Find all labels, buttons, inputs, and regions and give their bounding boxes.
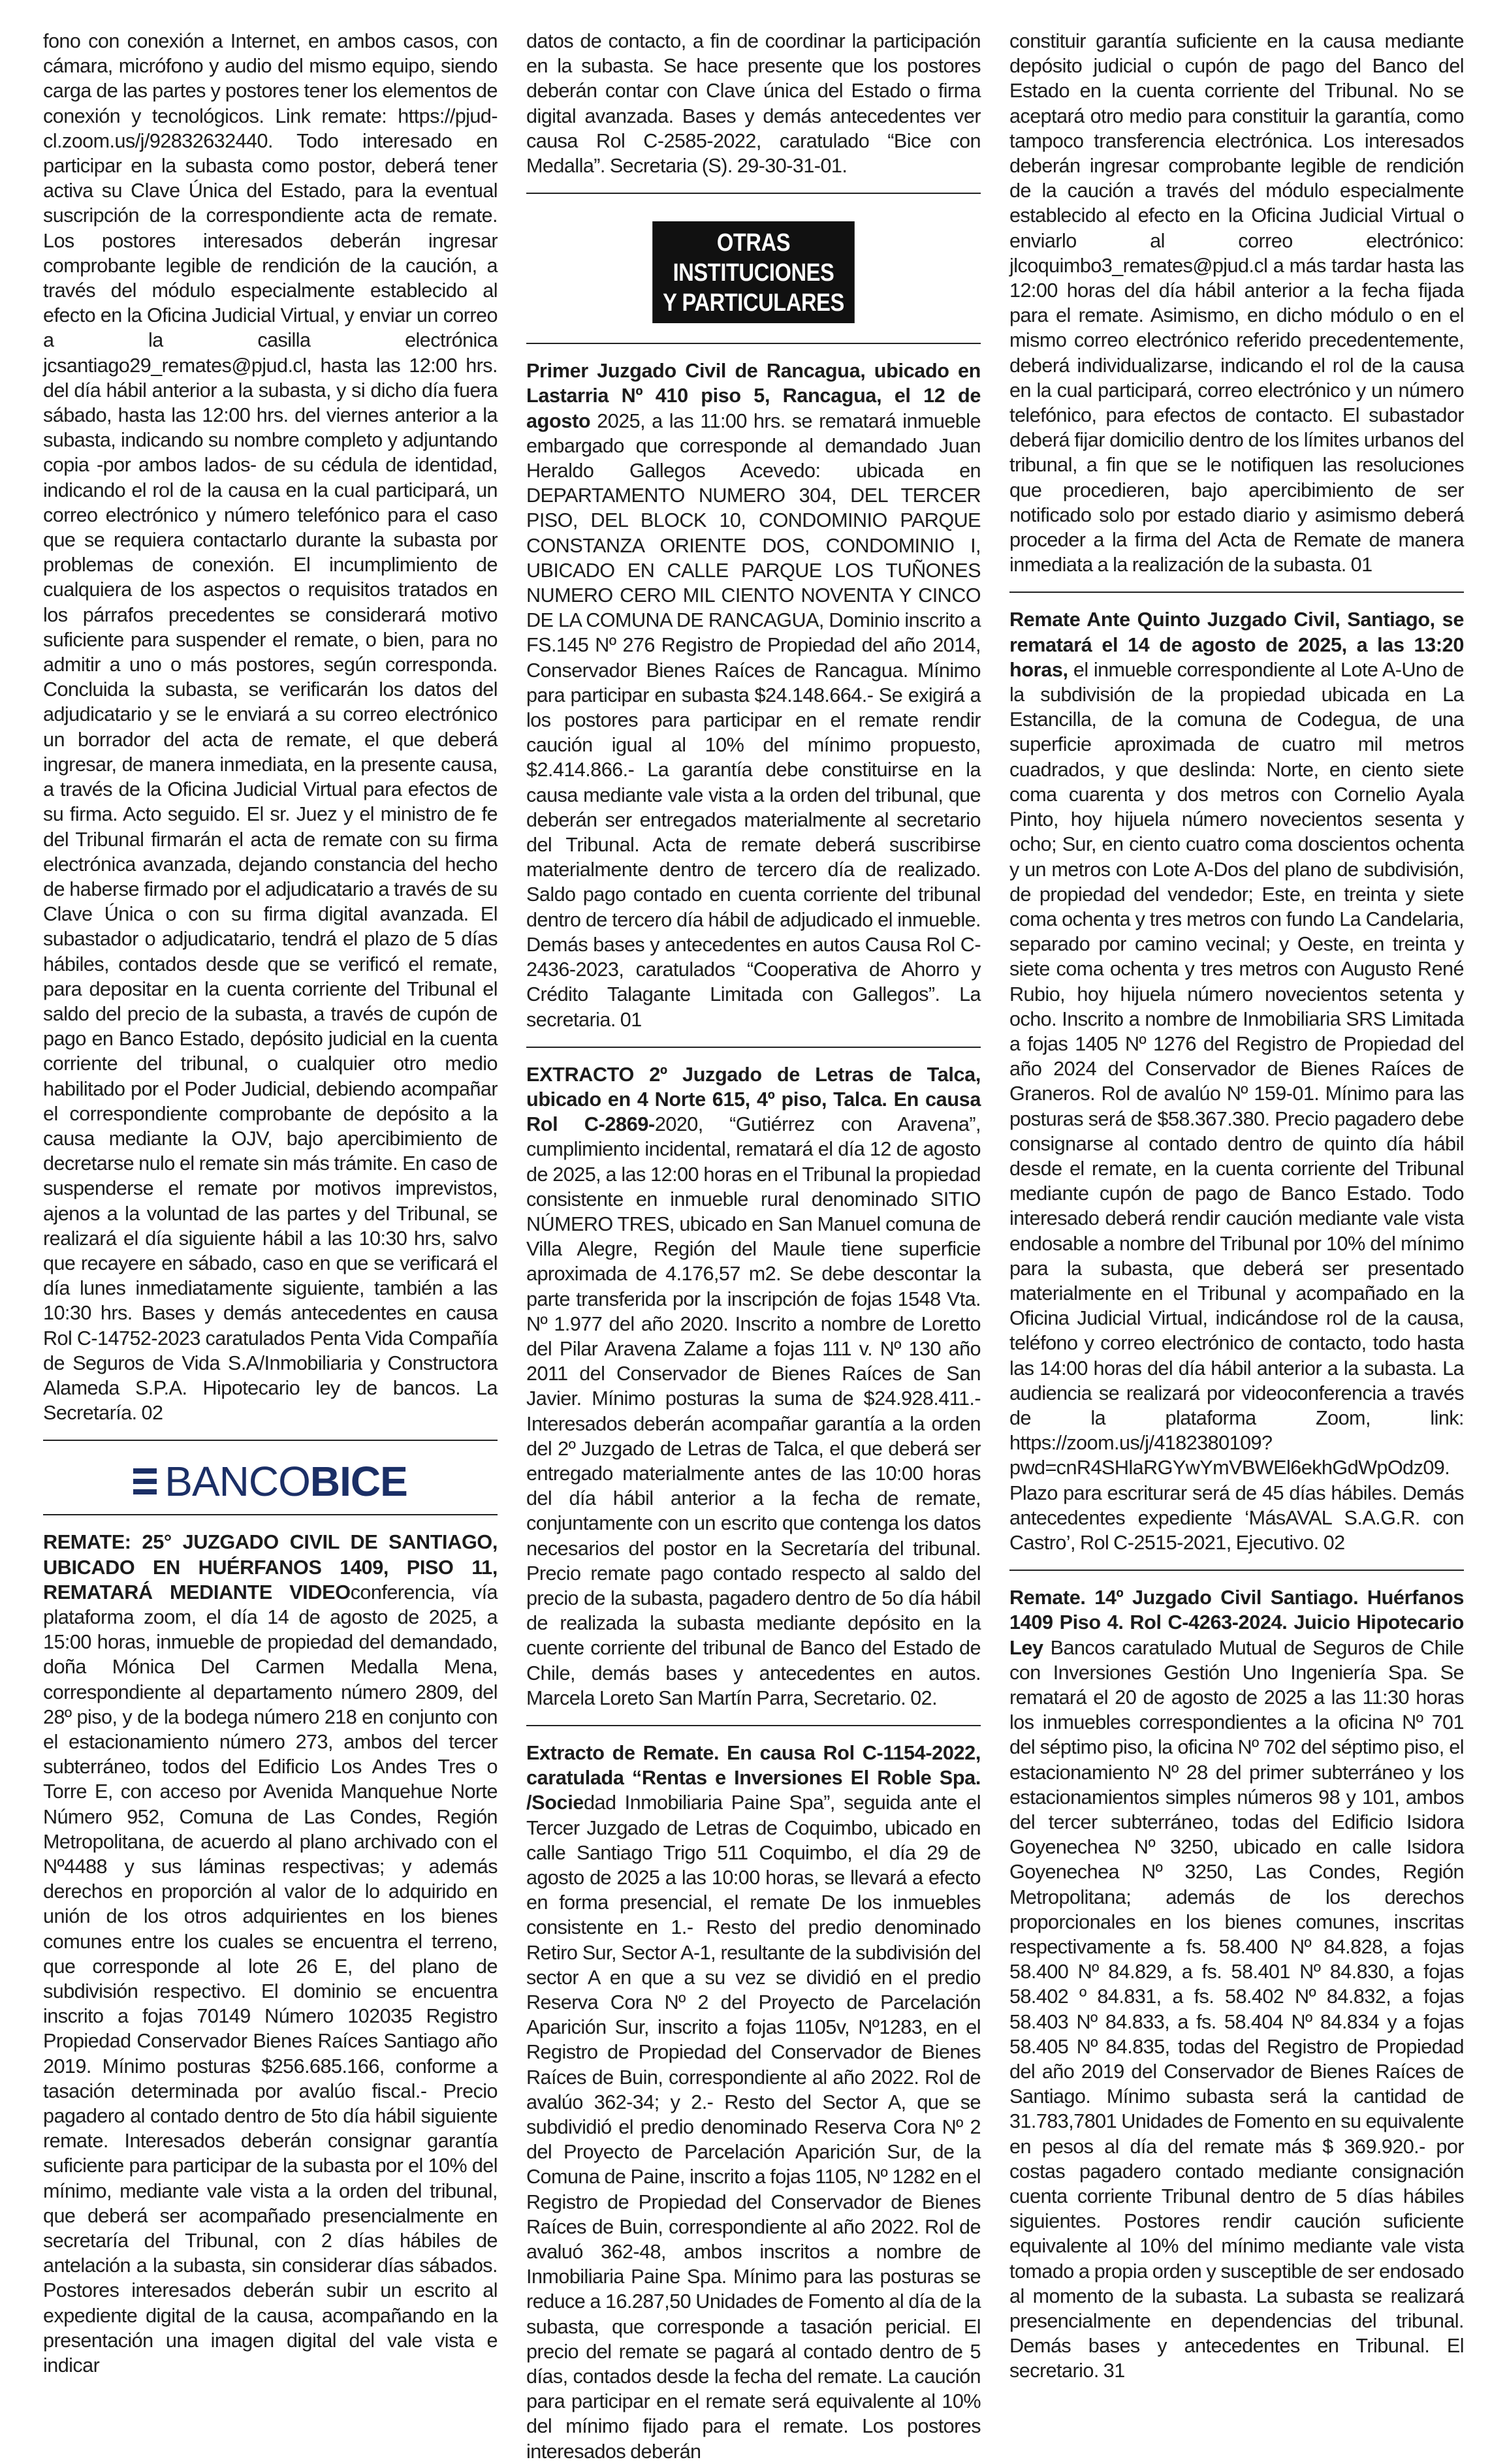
section-title-line1: OTRAS INSTITUCIONES: [673, 229, 834, 287]
column-right: [1009, 29, 1464, 2382]
auction-notice: [526, 358, 981, 1032]
divider: [43, 1514, 498, 1515]
section-banner: [652, 221, 855, 323]
notice-body: 2025, a las 11:00 hrs. se rematará inmueble embargado que corresponde al demandado Juan Heraldo Gallegos Acevedo: ubicada en DEPARTAMENTO NUMERO 304, DEL TERCER PISO, DEL BLOCK 10, CONDOMINIO PARQUE CONSTANZA ORIENTE DOS, CONDOMINIO I, UBICADO EN CALLE PARQUE LOS TUÑONES NUMERO CERO MIL CIENTO NOVENTA Y CINCO DE LA COMUNA DE RANCAGUA, Dominio inscrito a FS.145 Nº 276 Registro de Propiedad del año 2014, Conservador Bienes Raíces de Rancagua. Mínimo para participar en subasta $24.148.664.- Se exigirá a los postores para participar en el remate rendir caución igual al 10% del mínimo propuesto, $2.414.866.- La garantía debe constituirse en la causa mediante vale vista a la orden del tribunal, que deberán ser entregados materialmente al secretario del Tribunal. Acta de remate deberá suscribirse materialmente dentro de tercero día de realizado. Saldo pago contado en cuenta corriente del tribunal dentro de tercero día hábil de adjudicado el inmueble. Demás bases y antecedentes en autos Causa Rol C-2436-2023, caratulados “Cooperativa de Ahorro y Crédito Talagante Limitada con Gallegos”. La secretaria. 01: [526, 409, 981, 1031]
auction-notice: [43, 1530, 498, 2378]
advertiser-logo: [43, 1458, 498, 1506]
divider: [1009, 592, 1464, 593]
notice-heading: Primer Juzgado Civil de Rancagua, ubicado en Lastarria Nº 410 piso 5, Rancagua, el 12 de agosto: [526, 360, 981, 432]
notice-heading: Remate Ante Quinto Juzgado Civil, Santiago, se rematará el 14 de agosto de 2025, a las 13:20 horas,: [1009, 608, 1464, 681]
notice-body: Bancos caratulado Mutual de Seguros de Chile con Inversiones Gestión Uno Ingeniería Spa. Se rematará el 20 de agosto de 2025 a las 11:30 horas los inmuebles correspondientes a la oficina Nº 701 del séptimo piso, la oficina Nº 702 del séptimo piso, el estacionamiento Nº 28 del primer subterráneo y los estacionamientos simples números 98 y 101, ambos del tercer subterráneo, todas del Edificio Isidora Goyenechea Nº 3250, ubicado en calle Isidora Goyenechea Nº 3250, Las Condes, Región Metropolitana; además de los derechos proporcionales en los bienes comunes, inscritas respectivamente a fs. 58.400 Nº 84.828, a fojas 58.400 Nº 84.829, a fs. 58.401 Nº 84.830, a fojas 58.402 º 84.831, a fs. 58.402 Nº 84.832, a fojas 58.403 Nº 84.833, a fs. 58.404 Nº 84.834 y a fojas 58.405 Nº 84.835, todas del Registro de Propiedad del año 2019 del Conservador de Bienes Raíces de Santiago. Mínimo subasta será la cantidad de 31.783,7801 Unidades de Fomento en su equivalente en pesos al día del remate más $ 369.920.- por costas pagadero contado mediante consignación cuenta corriente Tribunal dentro de 5 días hábiles siguientes. Postores rendir caución suficiente equivalente al 10% del mínimo mediante vale vista tomado a propia orden y susceptible de ser endosado al momento de la subasta. La subasta se realizará presencialmente en dependencias del tribunal. Demás bases y antecedentes en Tribunal. El secretario. 31: [1009, 1636, 1464, 2382]
notice-body: constituir garantía suficiente en la causa mediante depósito judicial o cupón de pago del Banco del Estado en la cuenta corriente del Tribunal. No se aceptará otro medio para constituir la garantía, como tampoco transferencia electrónica. Los interesados deberán ingresar comprobante legible de rendición de la caución a través del módulo especialmente establecido al efecto en la Oficina Judicial Virtual o enviarlo al correo electrónico: jlcoquimbo3_remates@pjud.cl a más tardar hasta las 12:00 horas del día hábil anterior a la fecha fijada para el remate. Asimismo, en dicho módulo o en el mismo correo electrónico referido precedentemente, deberá individualizarse, indicando el rol de la causa en la cual participará, correo electrónico y un número telefónico, para efectos de contacto. El subastador deberá fijar domicilio dentro de los límites urbanos del tribunal, a fin que se le notifiquen las resoluciones que procedieren, bajo apercibimiento de ser notificado solo por estado diario y asimismo deberá proceder a la firma del Acta de Remate de manera inmediata a la realización de la subasta. 01: [1009, 30, 1464, 577]
logo-bars-icon: [133, 1468, 157, 1494]
divider: [526, 193, 981, 194]
auction-notice-continuation: [526, 29, 981, 178]
auction-notice: [1009, 1585, 1464, 2384]
divider: [526, 1725, 981, 1726]
auction-notice: [1009, 607, 1464, 1555]
notice-heading: Remate. 14º Juzgado Civil Santiago. Huérfanos 1409 Piso 4. Rol C-4263-2024. Juicio Hipotecario Ley: [1009, 1587, 1464, 1659]
section-title-line2: Y PARTICULARES: [663, 289, 844, 317]
logo-wordmark: BANCOBICE: [165, 1458, 407, 1506]
divider: [43, 1440, 498, 1441]
divider: [1009, 1570, 1464, 1571]
column-middle: [526, 29, 981, 2463]
notice-body: dad Inmobiliaria Paine Spa”, seguida ante el Tercer Juzgado de Letras de Coquimbo, ubicado en calle Santiago Trigo 511 Coquimbo, el día 29 de agosto de 2025 a las 10:00 horas, se llevará a efecto en forma presencial, el remate De los inmuebles consistente en 1.- Resto del predio denominado Retiro Sur, Sector A-1, resultante de la subdivisión del sector A en que a su vez se dividió en el predio Reserva Cora Nº 2 del Proyecto de Parcelación Aparición Sur, inscrito a fojas 1105v, Nº1283, en el Registro de Propiedad del Conservador de Bienes Raíces de Buin, correspondiente al año 2022. Rol de avalúo 362-34; y 2.- Resto del Sector A, que se subdividió el predio denominado Reserva Cora Nº 2 del Proyecto de Parcelación Aparición Sur, de la Comuna de Paine, inscrito a fojas 1105, Nº 1282 en el Registro de Propiedad del Conservador de Bienes Raíces de Buin, correspondiente al año 2022. Rol de avaluó 362-48, ambos inscritos a nombre de Inmobiliaria Paine Spa. Mínimo para las posturas se reduce a 16.287,50 Unidades de Fomento al día de la subasta, que corresponde a tasación pericial. El precio del remate se pagará al contado dentro de 5 días, contados desde la fecha del remate. La caución para participar en el remate será equivalente al 10% del mínimo fijado para el remate. Los postores interesados deberán: [526, 1792, 981, 2463]
notice-body: el inmueble correspondiente al Lote A-Uno de la subdivisión de la propiedad ubicada en La Estancilla, de la comuna de Codegua, de una superficie aproximada de cuatro mil metros cuadrados, y que deslinda: Norte, en ciento siete coma cuarenta y dos metros con Cornelio Ayala Pinto, hoy hijuela número novecientos sesenta y ocho; Sur, en ciento cuatro coma doscientos ochenta y un metros con Lote A-Dos del plano de subdivisión, de propiedad del vendedor; Este, en treinta y siete coma ochenta y tres metros con fundo La Candelaria, separado por camino vecinal; y Oeste, en treinta y siete coma ochenta y tres metros con Augusto René Rubio, hoy hijuela número novecientos setenta y ocho. Inscrito a nombre de Inmobiliaria SRS Limitada a fojas 1405 Nº 1276 del Registro de Propiedad del año 2024 del Conservador de Bienes Raíces de Graneros. Rol de avalúo Nº 159-01. Mínimo para las posturas será de $58.367.380. Precio pagadero debe consignarse al contado dentro de quinto día hábil desde el remate, en la cuenta corriente del Tribunal mediante cupón de pago de Banco Estado. Todo interesado deberá rendir caución mediante vale vista endosable a nombre del Tribunal por 10% del mínimo para la subasta, que deberá ser presentado materialmente en el Tribunal y acompañado en la Oficina Judicial Virtual, indicándose rol de la causa, teléfono y correo electrónico de contacto, todo hasta las 14:00 horas del día hábil anterior a la subasta. La audiencia se realizará por videoconferencia a través de la plataforma Zoom, link: https://zoom.us/j/4182380109?pwd=cnR4SHlaRGYwYmVBWEl6ekhGdWpOdz09. Plazo para escriturar será de 45 días hábiles. Demás antecedentes expediente ‘MásAVAL S.A.G.R. con Castro’, Rol C-2515-2021, Ejecutivo. 02: [1009, 658, 1464, 1554]
notice-heading: REMATE: 25° JUZGADO CIVIL DE SANTIAGO, UBICADO EN HUÉRFANOS 1409, PISO 11, REMATARÁ MEDIANTE VIDEO: [43, 1531, 498, 1603]
section-header: [526, 221, 981, 323]
auction-notice: [526, 1741, 981, 2464]
divider: [526, 343, 981, 344]
notice-body: fono con conexión a Internet, en ambos casos, con cámara, micrófono y audio del mismo equipo, siendo carga de las partes y postores tener los elementos de conexión y tecnológicos. Link remate: https://pjud-cl.zoom.us/j/92832632440. Todo interesado en participar en la subasta como postor, deberá tener activa su Clave Única del Estado, para la eventual suscripción de la correspondiente acta de remate. Los postores interesados deberán ingresar comprobante legible de rendición de la caución, a través del módulo especialmente establecido al efecto en la Oficina Judicial Virtual, y enviar un correo a la casilla electrónica jcsantiago29_remates@pjud.cl, hasta las 12:00 hrs. del día hábil anterior a la subasta, y si dicho día fuera sábado, hasta las 12:00 hrs. del viernes anterior a la subasta, indicando su nombre completo y adjuntando copia -por ambos lados- de su cédula de identidad, indicando el rol de la causa en la cual participará, un correo electrónico y número telefónico para el caso que se requiera contactarlo durante la subasta por problemas de conexión. El incumplimiento de cualquiera de los aspectos o requisitos tratados en los párrafos precedentes se considerará motivo suficiente para suspender el remate, o bien, para no admitir a uno o más postores, según corresponda. Concluida la subasta, se verificarán los datos del adjudicatario y se le enviará a su correo electrónico un borrador del acta de remate, el que deberá ingresar, de manera inmediata, en la presente causa, a través de la Oficina Judicial Virtual para efectos de su firma. Acto seguido. El sr. Juez y el ministro de fe del Tribunal firmarán el acta de remate con su firma electrónica avanzada, dejando constancia del hecho de haberse firmado por el adjudicatario a través de su Clave Única o con su firma digital avanzada. El subastador o adjudicatario, tendrá el plazo de 5 días hábiles, contados desde que se verificó el remate, para depositar en la cuenta corriente del Tribunal el saldo del precio de la subasta, a través de cupón de pago en Banco Estado, depósito judicial en la cuenta corriente del tribunal, o cualquier otro medio habilitado por el Poder Judicial, debiendo acompañar el correspondiente comprobante de depósito a la causa mediante la OJV, bajo apercibimiento de decretarse nulo el remate sin más trámite. En caso de suspenderse el remate por motivos imprevistos, ajenos a la voluntad de las partes y del Tribunal, se realizará el día siguiente hábil a las 10:30 hrs, salvo que recayere en sábado, caso en que se verificará el día lunes inmediatamente siguiente, también a las 10:30 hrs. Bases y demás antecedentes en causa Rol C-14752-2023 caratulados Penta Vida Compañía de Seguros de Vida S.A/Inmobiliaria y Constructora Alameda S.P.A. Hipotecario ley de bancos. La Secretaría. 02: [43, 30, 498, 1425]
auction-notice-continuation: [43, 29, 498, 1425]
notice-heading: EXTRACTO 2º Juzgado de Letras de Talca, ubicado en 4 Norte 615, 4º piso, Talca. En causa Rol C-2869-: [526, 1063, 981, 1136]
notice-body: conferencia, vía plataforma zoom, el día 14 de agosto de 2025, a 15:00 horas, inmueble de propiedad del demandado, doña Mónica Del Carmen Medalla Mena, correspondiente al departamento número 2809, del 28º piso, y de la bodega número 218 en conjunto con el estacionamiento número 273, ambos del tercer subterráneo, todos del Edificio Los Andes Tres o Torre E, con acceso por Avenida Manquehue Norte Número 952, Comuna de Las Condes, Región Metropolitana, de acuerdo al plano archivado con el Nº4488 y sus láminas respectivas; y además derechos en proporción al valor de lo adquirido en unión de los otros adquirientes en los bienes comunes entre los cuales se encuentra el terreno, que corresponde al lote 26 E, del plano de subdivisión respectivo. El dominio se encuentra inscrito a fojas 70149 Número 102035 Registro Propiedad Conservador Bienes Raíces Santiago año 2019. Mínimo posturas $256.685.166, conforme a tasación determinada por avalúo fiscal.- Precio pagadero al contado dentro de 5to día hábil siguiente remate. Interesados deberán consignar garantía suficiente para participar de la subasta por el 10% del mínimo, mediante vale vista a la orden del tribunal, que deberá ser acompañado presencialmente en secretaría del Tribunal, con 2 días hábiles de antelación a la subasta, sin considerar días sábados. Postores interesados deberán subir un escrito al expediente digital de la causa, acompañando en la presentación una imagen digital del vale vista e indicar: [43, 1581, 498, 2377]
notice-body: 2020, “Gutiérrez con Aravena”, cumplimiento incidental, rematará el día 12 de agosto de 2025, a las 12:00 horas en el Tribunal la propiedad consistente en inmueble rural denominado SITIO NÚMERO TRES, ubicado en San Manuel comuna de Villa Alegre, Región del Maule tiene superficie aproximada de 4.176,57 m2. Se debe descontar la parte transferida por la inscripción de fojas 1548 Vta. Nº 1.977 del año 2020. Inscrito a nombre de Loretto del Pilar Aravena Zalame a fojas 111 v. Nº 130 año 2011 del Conservador de Bienes Raíces de San Javier. Mínimo posturas la suma de $24.928.411.- Interesados deberán acompañar garantía a la orden del 2º Juzgado de Letras de Talca, el que deberá ser entregado materialmente antes de las 10:00 horas del día hábil anterior a la fecha de remate, conjuntamente con un escrito que contenga los datos necesarios del postor en la Secretaría del tribunal. Precio remate pago contado respecto al saldo del precio de la subasta, pagadero dentro de 5o día hábil de realizada la subasta mediante depósito en la cuente corriente del tribunal de Banco del Estado de Chile, demás bases y antecedentes en autos. Marcela Loreto San Martín Parra, Secretario. 02.: [526, 1113, 981, 1709]
notice-body: datos de contacto, a fin de coordinar la participación en la subasta. Se hace presente que los postores deberán contar con Clave única del Estado o firma digital avanzada. Bases y demás antecedentes ver causa Rol C-2585-2022, caratulado “Bice con Medalla”. Secretaria (S). 29-30-31-01.: [526, 30, 981, 178]
auction-notice-continuation: [1009, 29, 1464, 577]
notice-heading: Extracto de Remate. En causa Rol C-1154-2022, caratulada “Rentas e Inversiones El Roble Spa. /Socie: [526, 1741, 981, 1814]
divider: [526, 1047, 981, 1048]
auction-notice: [526, 1062, 981, 1711]
banco-bice-logo: [133, 1458, 407, 1506]
column-left: [43, 29, 498, 2377]
